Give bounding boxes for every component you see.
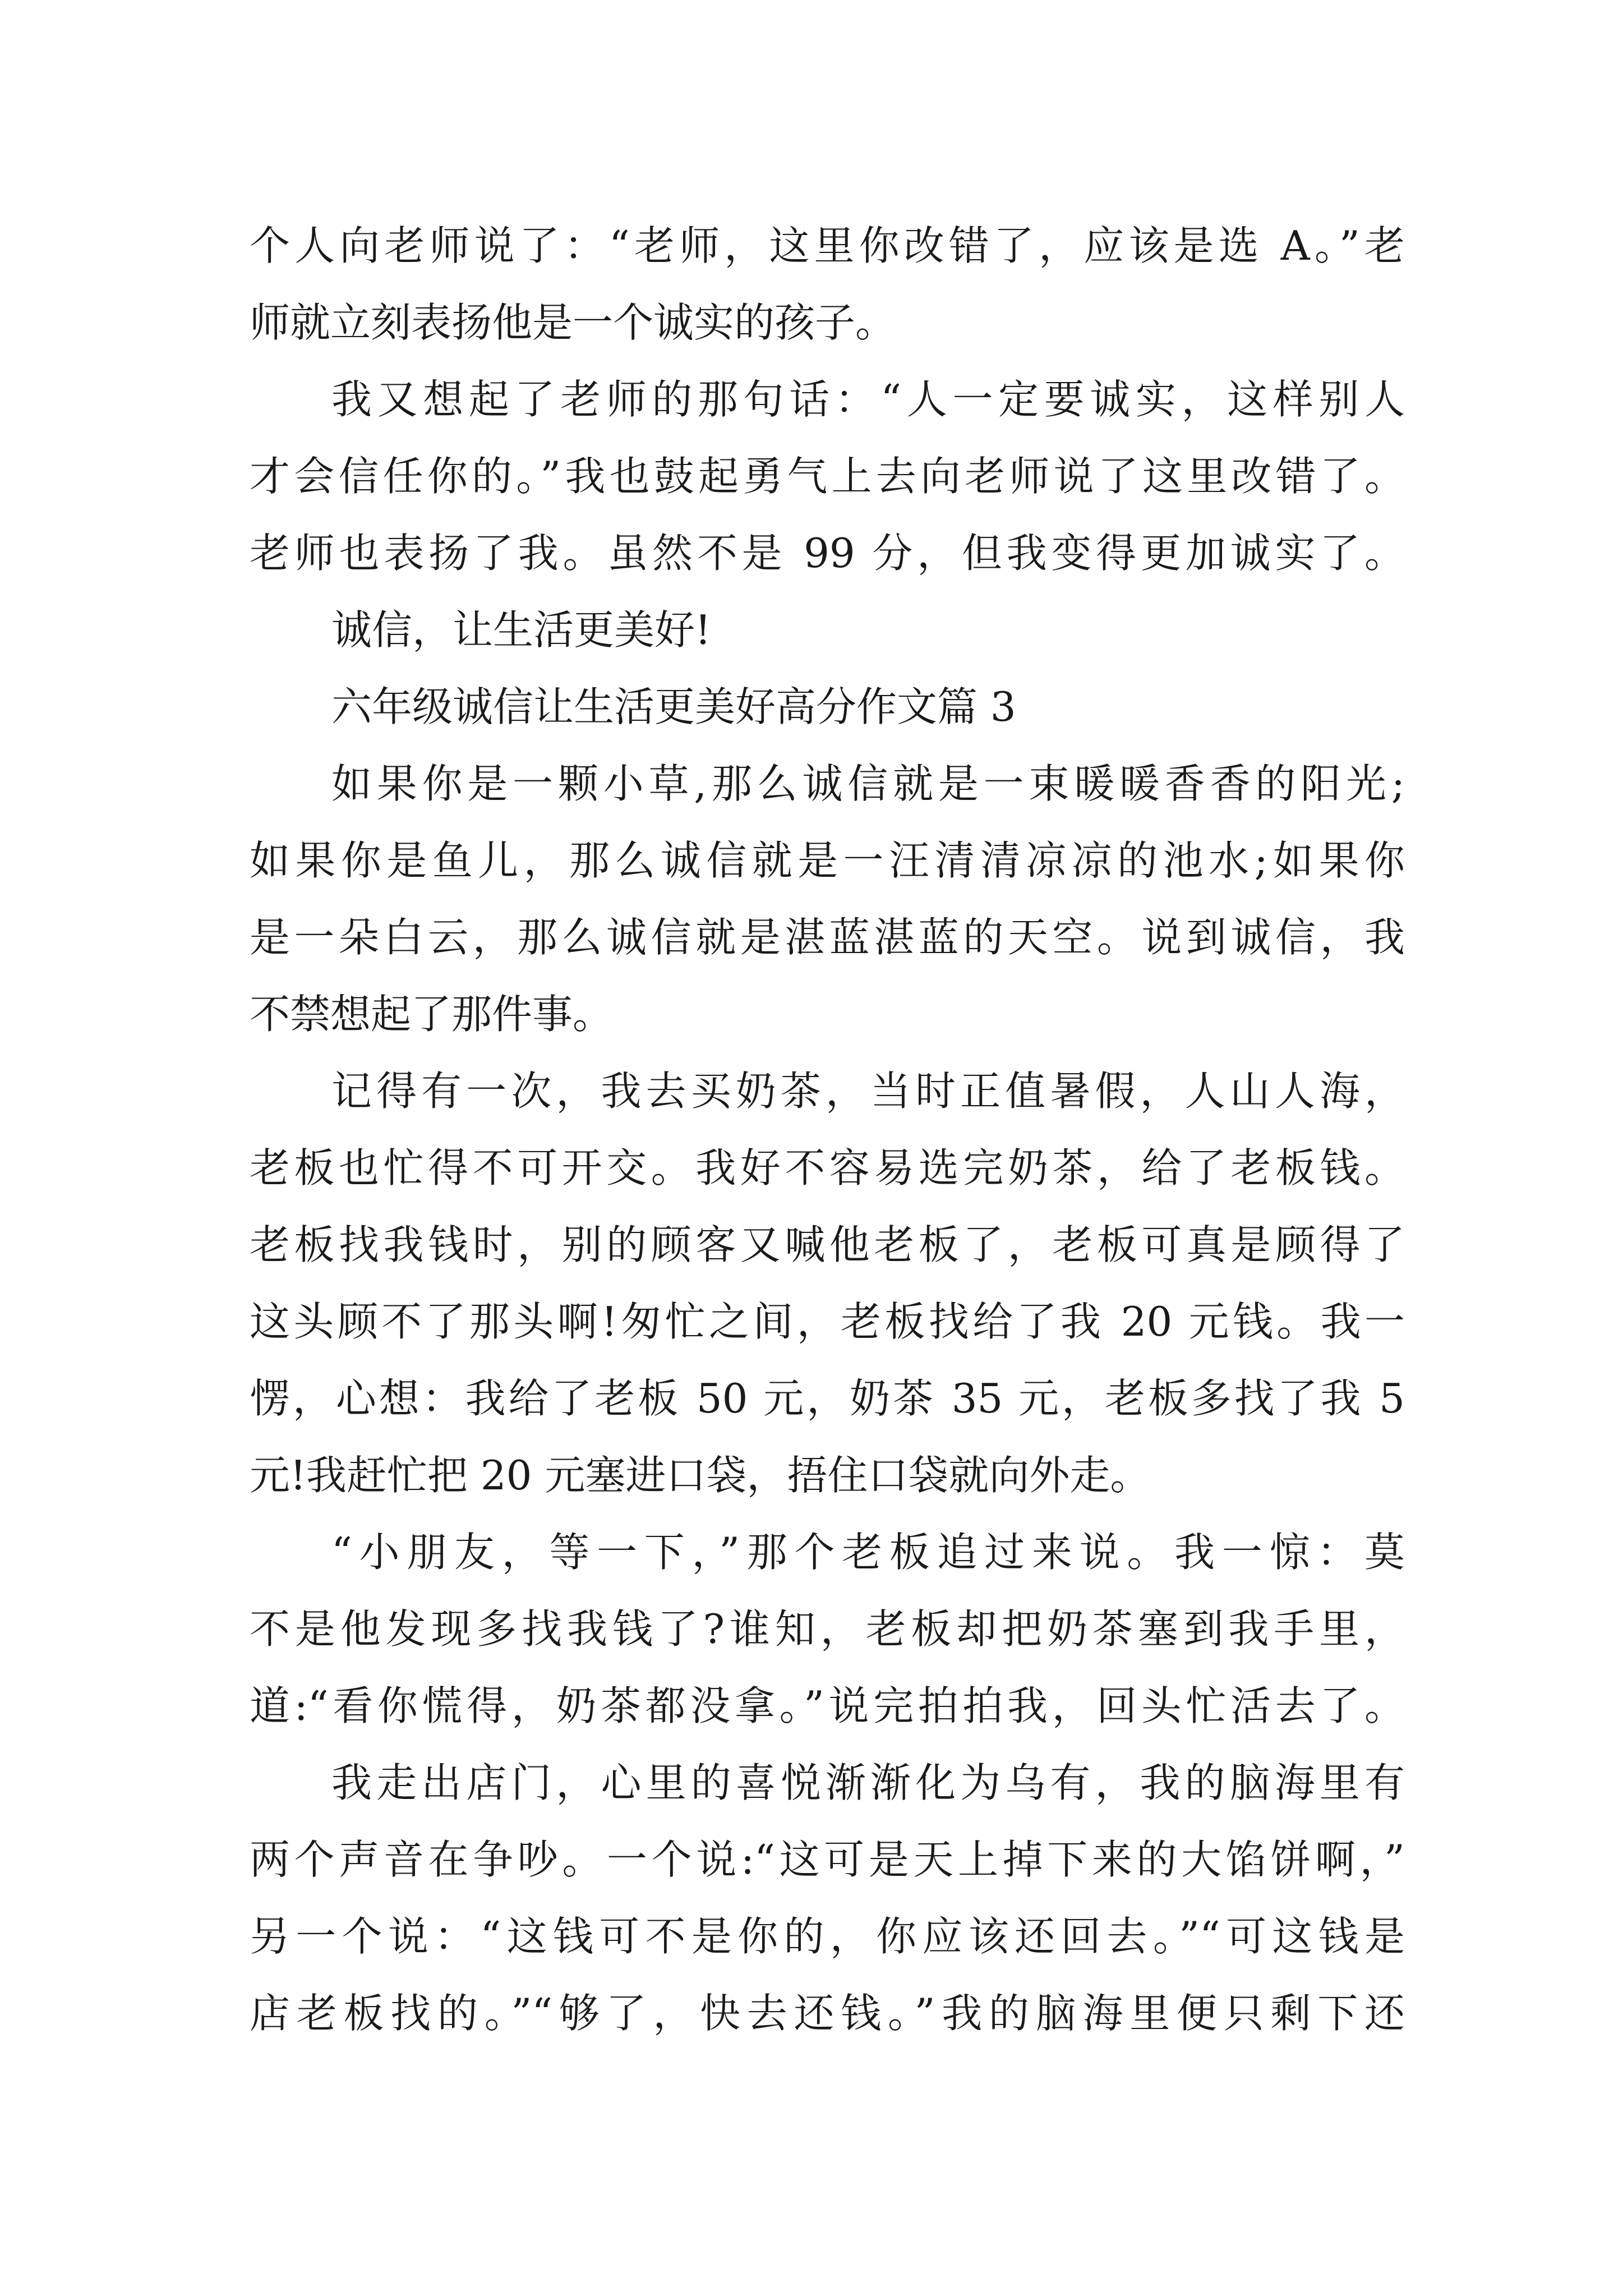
text-line: 六年级诚信让生活更美好高分作文篇 3 bbox=[331, 683, 1016, 730]
text-line: 愣，心想：我给了老板 50 元，奶茶 35 元，老板多找了我 5 bbox=[250, 1375, 1405, 1422]
text-line: 元!我赶忙把 20 元塞进口袋，捂住口袋就向外走。 bbox=[250, 1452, 1151, 1499]
text-line: 不禁想起了那件事。 bbox=[250, 991, 614, 1038]
text-line: 我走出店门，心里的喜悦渐渐化为乌有，我的脑海里有 bbox=[331, 1759, 1405, 1806]
text-line: 是一朵白云，那么诚信就是湛蓝湛蓝的天空。说到诚信，我 bbox=[250, 914, 1405, 961]
text-line: 这头顾不了那头啊!匆忙之间，老板找给了我 20 元钱。我一 bbox=[250, 1298, 1405, 1345]
text-line: 我又想起了老师的那句话：“人一定要诚实，这样别人 bbox=[331, 376, 1405, 423]
text-line: 才会信任你的。”我也鼓起勇气上去向老师说了这里改错了。 bbox=[250, 453, 1405, 500]
text-line: 老板找我钱时，别的顾客又喊他老板了，老板可真是顾得了 bbox=[250, 1221, 1405, 1268]
text-line: 记得有一次，我去买奶茶，当时正值暑假，人山人海， bbox=[331, 1068, 1405, 1115]
text-line: 另一个说：“这钱可不是你的，你应该还回去。”“可这钱是 bbox=[250, 1913, 1405, 1960]
text-line: 如果你是一颗小草,那么诚信就是一束暖暖香香的阳光; bbox=[331, 760, 1405, 807]
text-line: 师就立刻表扬他是一个诚实的孩子。 bbox=[250, 299, 896, 346]
text-line: 两个声音在争吵。一个说:“这可是天上掉下来的大馅饼啊，” bbox=[250, 1836, 1405, 1883]
text-line: 不是他发现多找我钱了?谁知，老板却把奶茶塞到我手里， bbox=[250, 1605, 1405, 1653]
text-line: 老师也表扬了我。虽然不是 99 分，但我变得更加诚实了。 bbox=[250, 530, 1405, 577]
text-line: 如果你是鱼儿，那么诚信就是一汪清清凉凉的池水;如果你 bbox=[250, 837, 1405, 884]
essay-body bbox=[250, 208, 1405, 2052]
text-line: 老板也忙得不可开交。我好不容易选完奶茶，给了老板钱。 bbox=[250, 1144, 1405, 1191]
text-line: 店老板找的。”“够了，快去还钱。”我的脑海里便只剩下还 bbox=[250, 1990, 1405, 2037]
text-line: 个人向老师说了：“老师，这里你改错了，应该是选 A。”老 bbox=[250, 222, 1405, 269]
text-line: “小朋友，等一下，”那个老板追过来说。我一惊：莫 bbox=[331, 1529, 1405, 1576]
text-line: 诚信，让生活更美好! bbox=[331, 606, 711, 654]
text-line: 道:“看你慌得，奶茶都没拿。”说完拍拍我，回头忙活去了。 bbox=[250, 1682, 1405, 1729]
